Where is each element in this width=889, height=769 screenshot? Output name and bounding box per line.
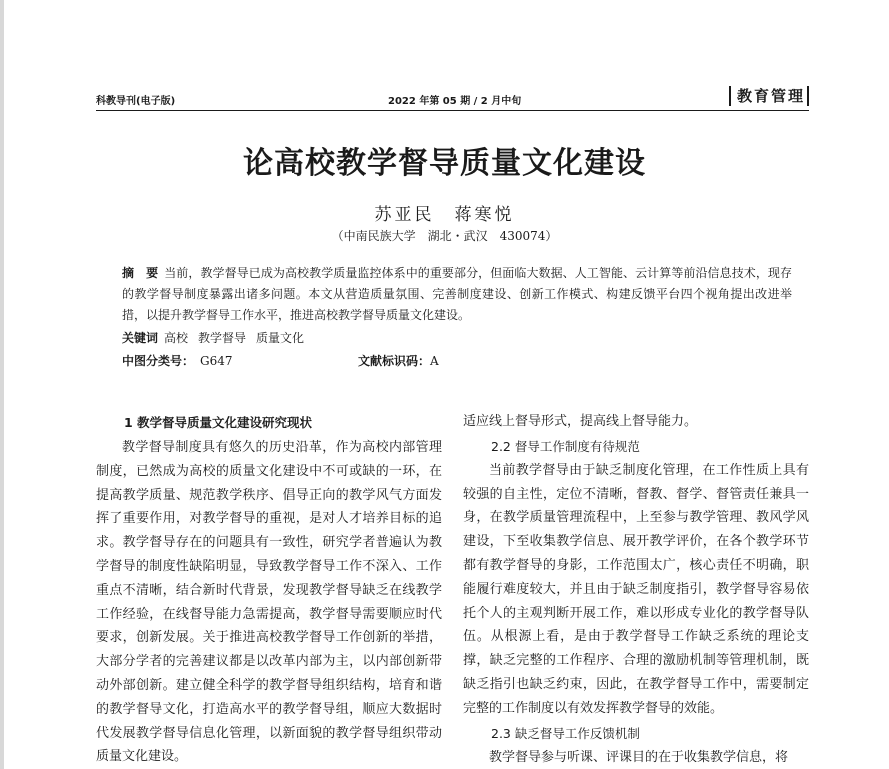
article-authors: 苏亚民 蒋寒悦 — [374, 205, 515, 225]
keywords — [122, 329, 314, 346]
subsection-heading: 2.2 督导工作制度有待规范 — [491, 438, 640, 454]
running-header — [96, 86, 809, 110]
doc-code-label: 文献标识码： — [358, 354, 431, 368]
abstract — [122, 263, 792, 326]
body-paragraph-continued: 适应线上督导形式，提高线上督导能力。 — [463, 414, 698, 429]
document-code — [358, 352, 439, 369]
clc-label: 中图分类号： — [122, 354, 195, 368]
body-paragraph: 当前教学督导由于缺乏制度化管理，在工作性质上具有较强的自主性，定位不清晰，督教、督学、督管责任兼具一身，在教学质量管理流程中，上至参与教学管理、教风学风建设，下至收集教学信息、展开教学评价，在各个教学环节都有教学督导的身影，工作范围太广，核心责任不明确，职能履行难度较大，并且由于缺乏制度指引，教学督导容易依托个人的主观判断开展工作，难以形成专业化的教学督导队伍。从根源上看，是由于教学督导工作缺乏系统的理论支撑，缺乏完整的工作程序、合理的激励机制等管理机制，既缺乏指引也缺乏约束，因此，在教学督导工作中，需要制定完整的工作制度以有效发挥教学督导的效能。 — [463, 462, 809, 716]
author-affiliation: （中南民族大学 湖北・武汉 430074） — [331, 229, 558, 243]
section-heading: 1 教学督导质量文化建设研究现状 — [124, 415, 313, 430]
keyword: 高校 — [164, 331, 189, 345]
journal-name: 科教导刊(电子版) — [96, 96, 176, 107]
abstract-text: 当前，教学督导已成为高校教学质量监控体系中的重要部分，但面临大数据、人工智能、云计算等前沿信息技术，现存的教学督导制度暴露出诸多问题。本文从营造质量氛围、完善制度建设、创新工作模式、构建反馈平台四个视角提出改进举措，以提升教学督导工作水平，推进高校教学督导质量文化建设。 — [122, 266, 792, 322]
section-label: 教育管理 — [729, 86, 809, 106]
header-rule — [96, 110, 809, 111]
doc-code-value: A — [430, 354, 439, 368]
body-column-right — [463, 410, 809, 769]
body-column-left — [96, 410, 442, 769]
keyword: 教学督导 — [198, 331, 247, 345]
page-edge — [0, 0, 4, 769]
clc-number — [122, 352, 233, 369]
clc-value: G647 — [200, 354, 233, 368]
article-title: 论高校教学督导质量文化建设 — [243, 146, 646, 181]
keywords-label: 关键词 — [122, 331, 159, 345]
issue-info: 2022 年第 05 期 / 2 月中旬 — [388, 96, 522, 107]
body-paragraph: 教学督导制度具有悠久的历史沿革，作为高校内部管理制度，已然成为高校的质量文化建设中不可或缺的一环，在提高教学质量、规范教学秩序、倡导正向的教学风气方面发挥了重要作用，对教学督导的重视，是对人才培养目标的追求。教学督导存在的问题具有一致性，研究学者普遍认为教学督导的制度性缺陷明显，导致教学督导工作不深入、工作重点不清晰，结合新时代背景，发现教学督导缺乏在线教学工作经验，在线督导能力急需提高，教学督导需要顺应时代要求，创新发展。关于推进高校教学督导工作创新的举措，大部分学者的完善建议都是以改革内部为主，以内部创新带动外部创新。建立健全科学的教学督导组织结构，培育和谐的教学督导文化，打造高水平的教学督导组，顺应大数据时代发展教学督导信息化管理，以新面貌的教学督导组织带动质量文化建设。 — [96, 440, 442, 765]
subsection-heading: 2.3 缺乏督导工作反馈机制 — [491, 725, 640, 741]
abstract-label: 摘 要 — [122, 266, 159, 280]
body-paragraph: 教学督导参与听课、评课目的在于收集教学信息，将 — [489, 749, 789, 765]
keyword: 质量文化 — [256, 331, 305, 345]
